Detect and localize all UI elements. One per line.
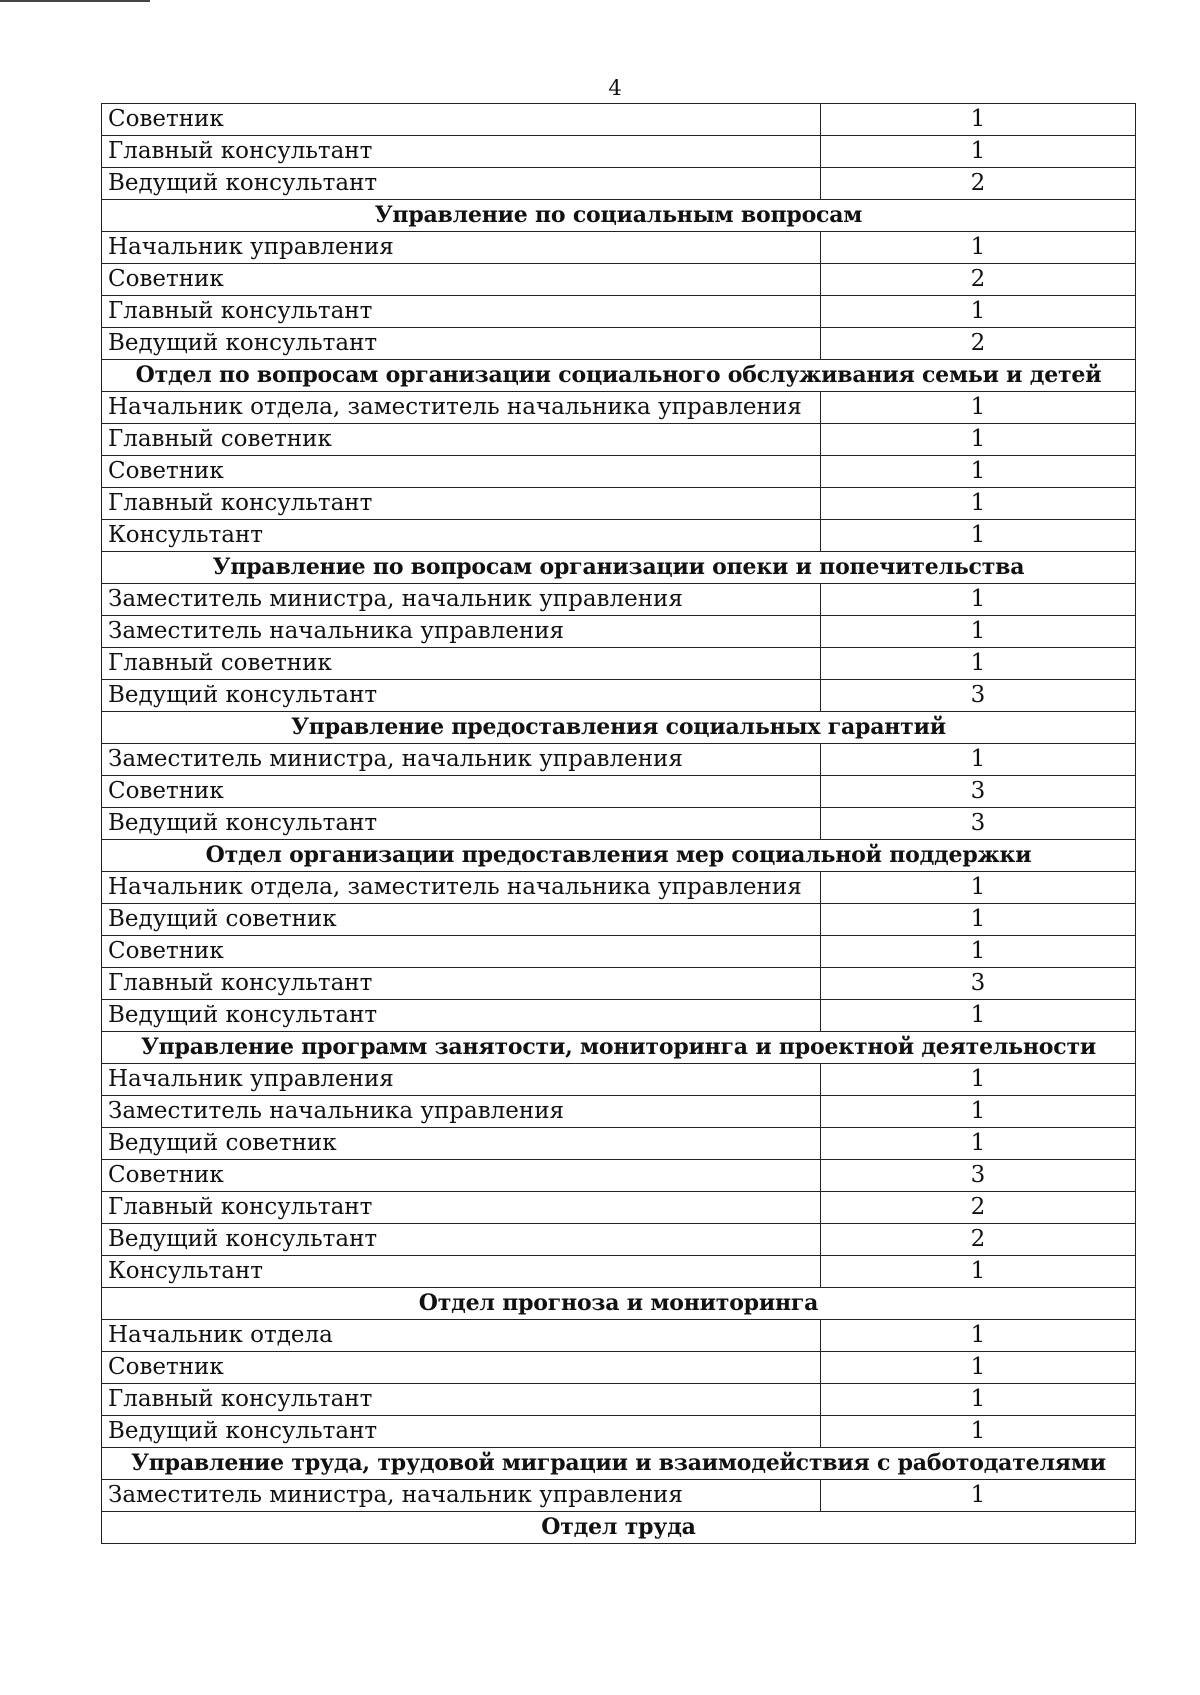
position-cell: Ведущий консультант [102, 328, 821, 360]
scan-edge-line [0, 0, 150, 2]
count-cell: 1 [821, 1352, 1136, 1384]
position-cell: Советник [102, 264, 821, 296]
position-cell: Советник [102, 936, 821, 968]
table-row [102, 1224, 1136, 1256]
position-cell: Начальник управления [102, 232, 821, 264]
position-cell: Главный консультант [102, 296, 821, 328]
position-cell: Ведущий консультант [102, 1224, 821, 1256]
table-row [102, 456, 1136, 488]
table-row [102, 1352, 1136, 1384]
staff-table-body [102, 104, 1136, 1544]
position-cell: Консультант [102, 1256, 821, 1288]
table-row [102, 1128, 1136, 1160]
count-cell: 3 [821, 968, 1136, 1000]
count-cell: 1 [821, 232, 1136, 264]
section-heading-row [102, 840, 1136, 872]
count-cell: 1 [821, 1128, 1136, 1160]
count-cell: 1 [821, 392, 1136, 424]
count-cell: 1 [821, 1256, 1136, 1288]
count-cell: 3 [821, 808, 1136, 840]
count-cell: 1 [821, 1416, 1136, 1448]
position-cell: Ведущий советник [102, 904, 821, 936]
count-cell: 1 [821, 584, 1136, 616]
count-cell: 1 [821, 1064, 1136, 1096]
table-row [102, 296, 1136, 328]
table-row [102, 616, 1136, 648]
table-row [102, 808, 1136, 840]
section-heading: Управление по вопросам организации опеки и попечительства [102, 552, 1136, 584]
count-cell: 1 [821, 744, 1136, 776]
position-cell: Ведущий консультант [102, 1416, 821, 1448]
count-cell: 3 [821, 1160, 1136, 1192]
table-row [102, 1416, 1136, 1448]
position-cell: Главный советник [102, 424, 821, 456]
section-heading-row [102, 1512, 1136, 1544]
position-cell: Заместитель начальника управления [102, 1096, 821, 1128]
position-cell: Начальник отдела, заместитель начальника управления [102, 872, 821, 904]
count-cell: 2 [821, 1192, 1136, 1224]
count-cell: 1 [821, 648, 1136, 680]
count-cell: 1 [821, 488, 1136, 520]
section-heading: Управление труда, трудовой миграции и взаимодействия с работодателями [102, 1448, 1136, 1480]
position-cell: Главный консультант [102, 1384, 821, 1416]
section-heading-row [102, 552, 1136, 584]
table-row [102, 136, 1136, 168]
count-cell: 2 [821, 328, 1136, 360]
count-cell: 2 [821, 264, 1136, 296]
table-row [102, 520, 1136, 552]
table-row [102, 328, 1136, 360]
section-heading-row [102, 712, 1136, 744]
table-row [102, 1192, 1136, 1224]
table-row [102, 904, 1136, 936]
position-cell: Главный консультант [102, 136, 821, 168]
section-heading: Отдел труда [102, 1512, 1136, 1544]
table-row [102, 1064, 1136, 1096]
position-cell: Ведущий консультант [102, 1000, 821, 1032]
position-cell: Ведущий советник [102, 1128, 821, 1160]
position-cell: Советник [102, 104, 821, 136]
position-cell: Главный консультант [102, 968, 821, 1000]
count-cell: 3 [821, 776, 1136, 808]
count-cell: 3 [821, 680, 1136, 712]
position-cell: Ведущий консультант [102, 808, 821, 840]
section-heading: Отдел прогноза и мониторинга [102, 1288, 1136, 1320]
count-cell: 2 [821, 168, 1136, 200]
table-row [102, 680, 1136, 712]
position-cell: Ведущий консультант [102, 168, 821, 200]
table-row [102, 104, 1136, 136]
table-row [102, 392, 1136, 424]
staff-table [101, 103, 1136, 1544]
position-cell: Советник [102, 1160, 821, 1192]
count-cell: 1 [821, 936, 1136, 968]
position-cell: Начальник отдела, заместитель начальника управления [102, 392, 821, 424]
count-cell: 1 [821, 1096, 1136, 1128]
count-cell: 2 [821, 1224, 1136, 1256]
section-heading-row [102, 1288, 1136, 1320]
count-cell: 1 [821, 296, 1136, 328]
count-cell: 1 [821, 456, 1136, 488]
position-cell: Ведущий консультант [102, 680, 821, 712]
position-cell: Заместитель начальника управления [102, 616, 821, 648]
page-number: 4 [608, 76, 622, 100]
table-row [102, 424, 1136, 456]
table-row [102, 1384, 1136, 1416]
table-row [102, 1096, 1136, 1128]
section-heading-row [102, 360, 1136, 392]
table-row [102, 936, 1136, 968]
table-row [102, 232, 1136, 264]
position-cell: Советник [102, 1352, 821, 1384]
position-cell: Заместитель министра, начальник управления [102, 584, 821, 616]
section-heading-row [102, 1448, 1136, 1480]
table-row [102, 168, 1136, 200]
table-row [102, 744, 1136, 776]
section-heading: Отдел организации предоставления мер социальной поддержки [102, 840, 1136, 872]
count-cell: 1 [821, 424, 1136, 456]
position-cell: Главный консультант [102, 1192, 821, 1224]
count-cell: 1 [821, 136, 1136, 168]
count-cell: 1 [821, 1000, 1136, 1032]
table-row [102, 968, 1136, 1000]
count-cell: 1 [821, 520, 1136, 552]
table-row [102, 1160, 1136, 1192]
position-cell: Консультант [102, 520, 821, 552]
count-cell: 1 [821, 1320, 1136, 1352]
section-heading-row [102, 1032, 1136, 1064]
table-row [102, 584, 1136, 616]
table-row [102, 648, 1136, 680]
count-cell: 1 [821, 1480, 1136, 1512]
section-heading: Управление программ занятости, мониторинга и проектной деятельности [102, 1032, 1136, 1064]
table-row [102, 872, 1136, 904]
table-row [102, 1320, 1136, 1352]
table-row [102, 488, 1136, 520]
table-row [102, 776, 1136, 808]
position-cell: Заместитель министра, начальник управления [102, 744, 821, 776]
count-cell: 1 [821, 616, 1136, 648]
table-row [102, 1000, 1136, 1032]
position-cell: Заместитель министра, начальник управления [102, 1480, 821, 1512]
count-cell: 1 [821, 872, 1136, 904]
table-row [102, 1256, 1136, 1288]
section-heading-row [102, 200, 1136, 232]
position-cell: Советник [102, 456, 821, 488]
section-heading: Управление по социальным вопросам [102, 200, 1136, 232]
count-cell: 1 [821, 1384, 1136, 1416]
position-cell: Начальник отдела [102, 1320, 821, 1352]
table-row [102, 1480, 1136, 1512]
position-cell: Главный советник [102, 648, 821, 680]
position-cell: Начальник управления [102, 1064, 821, 1096]
section-heading: Отдел по вопросам организации социального обслуживания семьи и детей [102, 360, 1136, 392]
count-cell: 1 [821, 104, 1136, 136]
section-heading: Управление предоставления социальных гарантий [102, 712, 1136, 744]
position-cell: Главный консультант [102, 488, 821, 520]
position-cell: Советник [102, 776, 821, 808]
table-row [102, 264, 1136, 296]
count-cell: 1 [821, 904, 1136, 936]
